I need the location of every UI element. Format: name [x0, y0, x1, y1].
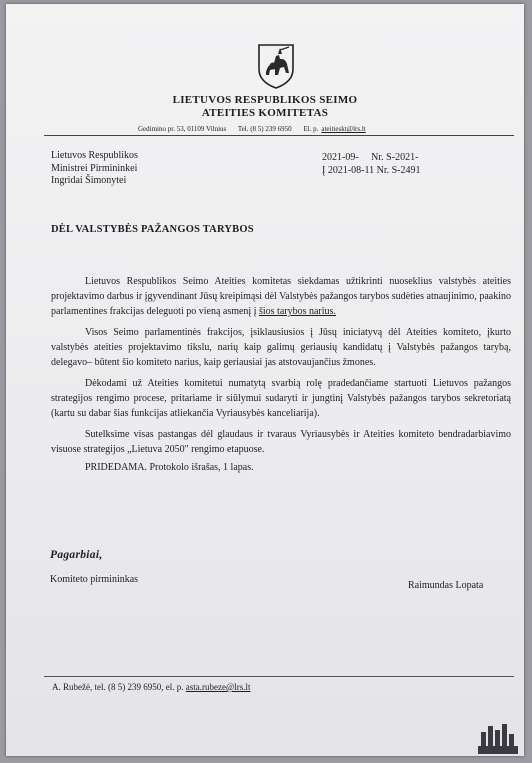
addressee-block	[51, 150, 138, 188]
coat-of-arms-emblem	[256, 42, 296, 90]
attachment-note: PRIDEDAMA. Protokolo išrašas, 1 lapas.	[85, 462, 254, 473]
letter-body	[51, 274, 511, 481]
institution-address: Gedimino pr. 53, 01109 Vilnius	[138, 125, 227, 133]
addressee-line1: Lietuvos Respublikos	[51, 150, 138, 161]
institution-email-label: El. p.	[303, 125, 319, 133]
footer-contact-text: A. Rubežė, tel. (8 5) 239 6950, el. p.	[52, 682, 184, 692]
footer-contact	[52, 682, 251, 692]
footer-contact-email-link[interactable]: asta.rubeze@lrs.lt	[185, 682, 251, 692]
signer-role: Komiteto pirmininkas	[50, 574, 139, 585]
institution-contacts	[138, 125, 376, 133]
letter-page	[6, 4, 524, 756]
letter-subject: DĖL VALSTYBĖS PAŽANGOS TARYBOS	[51, 224, 254, 235]
body-paragraph-2: Visos Seimo parlamentinės frakcijos, įsiklausiusios į Jūsų iniciatyvą dėl Ateities komiteto, įkurto valstybės ateities projektavimo tikslu, narių kaip galimų geriausių kandidatų į Valstybės pažangos tarybą, delegavo– būtent šio komiteto narius, kaip geriausiai jas atstovaujančius žmones.	[51, 327, 511, 368]
institution-name-line2: ATEITIES KOMITETAS	[201, 107, 329, 119]
reference-number: Nr. S-2021-	[371, 152, 419, 163]
addressee-line2: Ministrei Pirmininkei	[51, 162, 138, 174]
reference-block	[322, 151, 421, 177]
body-paragraph-1-underlined: šios tarybos narius.	[258, 306, 336, 317]
closing-regards: Pagarbiai,	[50, 549, 103, 561]
body-paragraph-1	[51, 274, 511, 319]
addressee-line3: Ingridai Šimonytei	[51, 175, 127, 186]
body-paragraph-3: Dėkodami už Ateities komitetui numatytą svarbią rolę pradedančiame startuoti Lietuvos pažangos strategijos rengimo procese, pritariame ir siūlymui sudaryti ir jungtinį Valstybės pažangos tarybos sekretoriatą (kartu su dabar šias funkcijas atliekančia Vyriausybės kanceliarija).	[51, 378, 511, 419]
signer-name: Raimundas Lopata	[408, 580, 484, 591]
footer-divider	[44, 676, 514, 677]
reference-incoming: Į 2021-08-11 Nr. S-2491	[322, 165, 421, 176]
institution-email-link[interactable]: ateitieskt@lrs.lt	[321, 125, 366, 133]
seimas-building-logo	[476, 722, 520, 756]
institution-name-line1: LIETUVOS RESPUBLIKOS SEIMO	[172, 94, 358, 106]
header-divider	[44, 135, 514, 136]
body-paragraph-1-text: Lietuvos Respublikos Seimo Ateities komitetas siekdamas užtikrinti nuoseklius valstybės ateities projektavimo darbus ir įgyvendinant Jūsų kreipimąsi dėl Valstybės pažangos tarybos sudėties atnaujinimo, paakino parlamentines frakcijas deleguoti po vieną asmenį į	[51, 276, 511, 317]
reference-date: 2021-09-	[322, 152, 359, 163]
body-paragraph-4: Sutelksime visas pastangas dėl glaudaus ir tvaraus Vyriausybės ir Ateities komiteto bendradarbiavimo visuose strategijos „Lietuva 2050" rengimo etapuose.	[51, 429, 511, 455]
institution-phone: Tel. (8 5) 239 6950	[237, 125, 292, 133]
